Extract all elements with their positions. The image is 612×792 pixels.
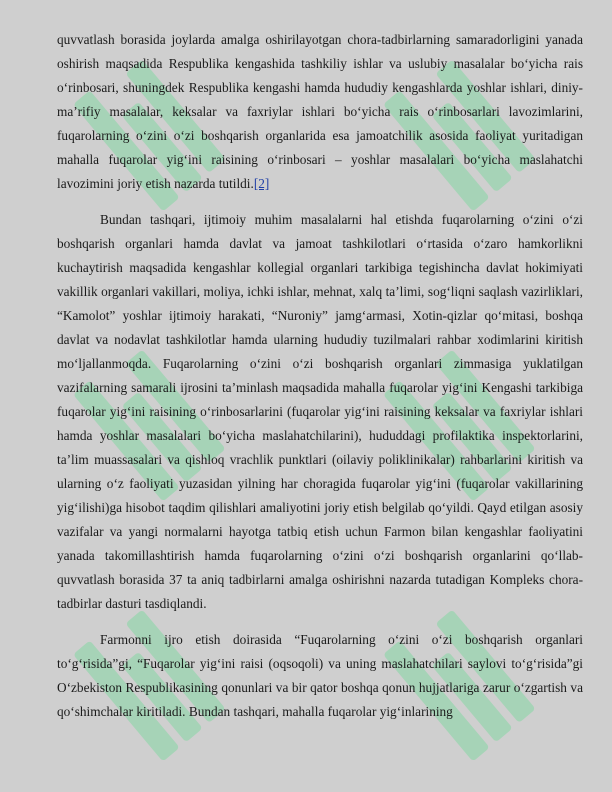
paragraph-1 (57, 28, 583, 196)
footnote-link[interactable]: [2] (253, 176, 270, 191)
paragraph-2 (57, 208, 583, 616)
paragraph-3-text: Farmonni ijro etish doirasida “Fuqarolarning o‘zini o‘zi boshqarish organlari to‘g‘risida”gi, “Fuqarolar yig‘ini raisi (oqsoqoli) va uning maslahatchilari saylovi to‘g‘risida”gi O‘zbekiston Respublikasining qonunlari va bir qator boshqa qonun hujjatlariga zarur o‘zgartish va qo‘shimchalar kiritiladi. Bundan tashqari, mahalla fuqarolar yig‘inlarining (57, 632, 583, 719)
paragraph-3 (57, 628, 583, 724)
paragraph-2-text: Bundan tashqari, ijtimoiy muhim masalalarni hal etishda fuqarolarning o‘zini o‘zi boshqarish organlari hamda davlat va jamoat tashkilotlari o‘rtasida o‘zaro hamkorlikni kuchaytirish maqsadida kengashlar kollegial organlari tarkibiga tegishincha davlat hokimiyati vakillik organlari vakillari, moliya, ichki ishlar, mehnat, xalq ta’limi, sog‘liqni saqlash vazirliklari, “Kamolot” yoshlar ijtimoiy harakati, “Nuroniy” jamg‘armasi, Xotin-qizlar qo‘mitasi, boshqa davlat va nodavlat tashkilotlar hamda ularning hududiy tuzilmalari rahbar xodimlarini kiritish mo‘ljallanmoqda. Fuqarolarning o‘zini o‘zi boshqarish organlari zimmasiga yuklatilgan vazifalarning samarali ijrosini ta’minlash maqsadida mahalla fuqarolar yig‘ini Kengashi tarkibiga fuqarolar yig‘ini raisining o‘rinbosarlarini (fuqarolar yig‘ini raisining keksalar va faxriylar ishlari hamda yoshlar masalalari bo‘yicha maslahatchilarini), hududdagi profilaktika inspektorlarini, ta’lim muassasalari va qishloq vrachlik punktlari (oilaviy poliklinikalar) rahbarlarini kiritish va ularning o‘z faoliyati yuzasidan yilning har choragida fuqarolar yig‘ini (fuqarolar vakillarining yig‘ilishi)ga hisobot taqdim qilishlari amaliyotini joriy etish belgilab qo‘yildi. Qayd etilgan asosiy vazifalar va yangi normalarni hayotga tatbiq etish uchun Farmon bilan kengashlar faoliyatini yanada takomillashtirish hamda fuqarolarning o‘zini o‘zi boshqarish organlarini qo‘llab-quvvatlash borasida 37 ta aniq tadbirlarni amalga oshirishni nazarda tutadigan Kompleks chora-tadbirlar dasturi tasdiqlandi. (57, 212, 583, 611)
body-text (57, 28, 583, 724)
paragraph-1-text: quvvatlash borasida joylarda amalga oshirilayotgan chora-tadbirlarning samaradorligini yanada oshirish maqsadida Respublika kengashida tashkiliy ishlar va uslubiy masalalar bo‘yicha rais o‘rinbosari, shuningdek Respublika kengashi hamda hududiy kengashlarda yoshlar ishlari, diniy-ma’rifiy masalalar, keksalar va faxriylar ishlari bo‘yicha rais o‘rinbosarlari lavozimlarini, fuqarolarning o‘zini o‘zi boshqarish organlarida esa jamoatchilik asosida faoliyat yuritadigan mahalla fuqarolar yig‘ini raisining o‘rinbosari – yoshlar masalalari bo‘yicha maslahatchi lavozimini joriy etish nazarda tutildi. (57, 32, 583, 191)
